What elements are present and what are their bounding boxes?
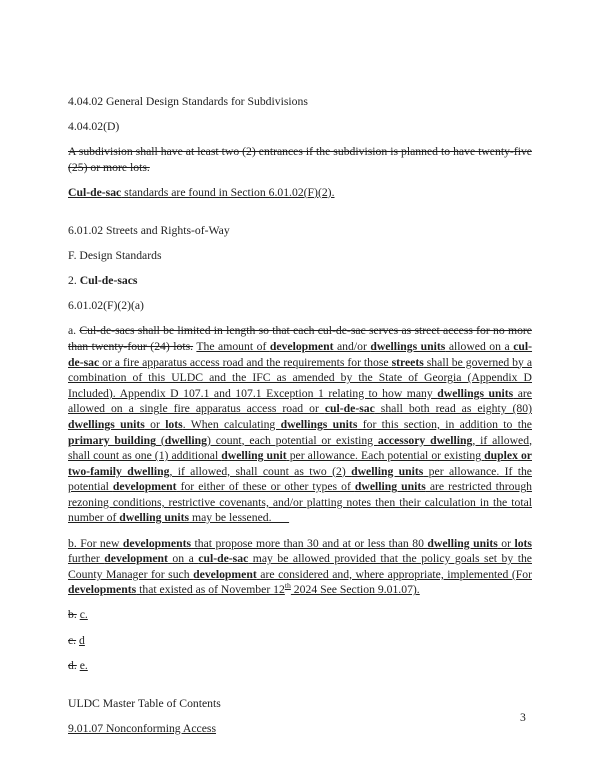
- text-run: . When calculating: [182, 417, 281, 431]
- text-run: dwelling: [164, 433, 207, 447]
- section-ref-6-01-02-f-2-a: [68, 298, 532, 314]
- para-deleted-entrances: [68, 144, 532, 175]
- blank-line: [68, 210, 532, 223]
- text-run: a.: [68, 324, 80, 338]
- text-run: c.: [79, 608, 88, 622]
- text-run: standards are found in Section 6.01.02(F)(2).: [121, 185, 335, 199]
- heading-4-04-02: [68, 94, 532, 110]
- text-run: A subdivision shall have at least two (2) entrances if the subdivision is planned to have twenty-five (25) or more lots.: [68, 145, 532, 174]
- text-run: per allowance. Each potential or existing: [286, 449, 485, 463]
- text-run: or a fire apparatus access road and the requirements for those: [99, 355, 392, 369]
- text-run: or: [144, 417, 166, 431]
- text-run: dwellings units: [370, 339, 446, 353]
- heading-2-cul-de-sacs: [68, 273, 532, 289]
- heading-f-design-standards: [68, 248, 532, 264]
- text-run: dwelling units: [427, 536, 498, 550]
- text-run: duplex or two-family dwelling: [68, 449, 532, 478]
- text-run: d.: [68, 658, 77, 672]
- text-run: streets: [391, 355, 424, 369]
- list-edit-c-to-d: [68, 633, 532, 649]
- text-run: development: [104, 552, 168, 566]
- text-run: on a: [167, 552, 199, 566]
- text-run: shall be governed by a combination of this ULDC and the IFC as amended by the State of Georgia (Appendix D Included). Appendix D 107.1 and 107.1 Exception 1 relating to how many: [68, 355, 533, 400]
- text-run: dwelling units: [351, 464, 424, 478]
- text-run: or: [497, 536, 515, 550]
- text-run: 2.: [68, 274, 80, 288]
- text-run: development: [269, 339, 334, 353]
- text-run: The amount of: [196, 339, 270, 353]
- para-b: [68, 536, 532, 598]
- text-run: are restricted through rezoning conditions, restrictive covenants, and/or platting notes then their calculation in the total number of: [68, 480, 533, 525]
- text-run: dwellings units: [68, 417, 145, 431]
- text-run: dwelling units: [354, 480, 426, 494]
- text-run: developments: [68, 583, 137, 597]
- text-run: that propose more than 30 and at or less than 80: [191, 536, 428, 550]
- text-run: 9.01.07 Nonconforming Access: [68, 721, 217, 735]
- text-run: are allowed on a single fire apparatus access road or: [68, 386, 532, 416]
- text-run: b.: [68, 608, 77, 622]
- para-a: [68, 323, 532, 526]
- text-run: for this section, in addition to the: [357, 417, 532, 431]
- text-run: may be allowed provided that the policy goals set by the County Manager for such: [68, 552, 532, 581]
- text-run: lots: [165, 417, 183, 431]
- text-run: cul-de-sac: [324, 402, 375, 416]
- text-run: further: [68, 552, 105, 566]
- para-culdesac-standards: [68, 185, 532, 201]
- text-run: and/or: [333, 339, 371, 353]
- text-run: Cul-de-sacs: [79, 274, 138, 288]
- text-run: that existed as of November 12: [136, 583, 285, 597]
- text-run: may be lessened.: [189, 511, 290, 525]
- text-run: e.: [79, 658, 88, 672]
- text-run: dwellings units: [437, 386, 514, 400]
- text-run: accessory dwelling: [377, 433, 473, 447]
- heading-uldc-master-toc: [68, 696, 532, 712]
- text-run: allowed on a: [445, 339, 514, 353]
- text-run: development: [112, 480, 177, 494]
- text-run: , if allowed, shall count as two (2): [169, 464, 352, 478]
- text-run: development: [193, 567, 257, 581]
- text-run: 6.01.02 Streets and Rights-of-Way: [68, 223, 230, 237]
- text-run: cul-de-sac: [198, 552, 249, 566]
- text-run: ULDC Master Table of Contents: [68, 696, 221, 710]
- text-run: shall both read as eighty (80): [374, 402, 532, 416]
- text-run: Cul-de-sac: [68, 185, 122, 199]
- ref-9-01-07-nonconforming-access: [68, 721, 532, 737]
- text-run: ) count, each potential or existing: [206, 433, 378, 447]
- text-run: are considered and, where appropriate, implemented (For: [256, 567, 532, 581]
- text-run: 6.01.02(F)(2)(a): [68, 299, 144, 313]
- text-run: (: [155, 433, 165, 447]
- text-run: F. Design Standards: [68, 249, 162, 263]
- text-run: lots: [514, 536, 532, 550]
- list-edit-b-to-c: [68, 607, 532, 623]
- text-run: Cul-de-sacs shall be limited in length so that each cul-de-sac serves as street access for no more than twenty-four (24) lots.: [68, 324, 532, 353]
- text-run: b. For new: [68, 536, 123, 550]
- list-edit-d-to-e: [68, 658, 532, 674]
- text-run: developments: [122, 536, 192, 550]
- text-run: 4.04.02(D): [68, 120, 120, 134]
- text-run: , if allowed, shall count as one (1) additional: [68, 433, 533, 463]
- text-run: dwellings units: [280, 417, 358, 431]
- document-body: [68, 94, 532, 746]
- text-run: cul-de-sac: [68, 339, 533, 369]
- blank-line: [68, 683, 532, 696]
- text-run: 2024 See Section 9.01.07).: [290, 583, 420, 597]
- text-run: primary building: [68, 433, 156, 447]
- text-run: 4.04.02 General Design Standards for Subdivisions: [68, 95, 308, 108]
- text-run: per allowance. If the potential: [68, 464, 532, 494]
- text-run: c.: [68, 633, 77, 647]
- text-run: for either of these or other types of: [176, 480, 355, 494]
- heading-6-01-02: [68, 223, 532, 239]
- text-run: d: [79, 633, 85, 647]
- text-run: dwelling units: [119, 511, 190, 525]
- text-run: dwelling unit: [221, 449, 287, 463]
- section-ref-4-04-02-d: [68, 119, 532, 135]
- page-number: 3: [520, 711, 526, 724]
- text-run: th: [284, 581, 291, 591]
